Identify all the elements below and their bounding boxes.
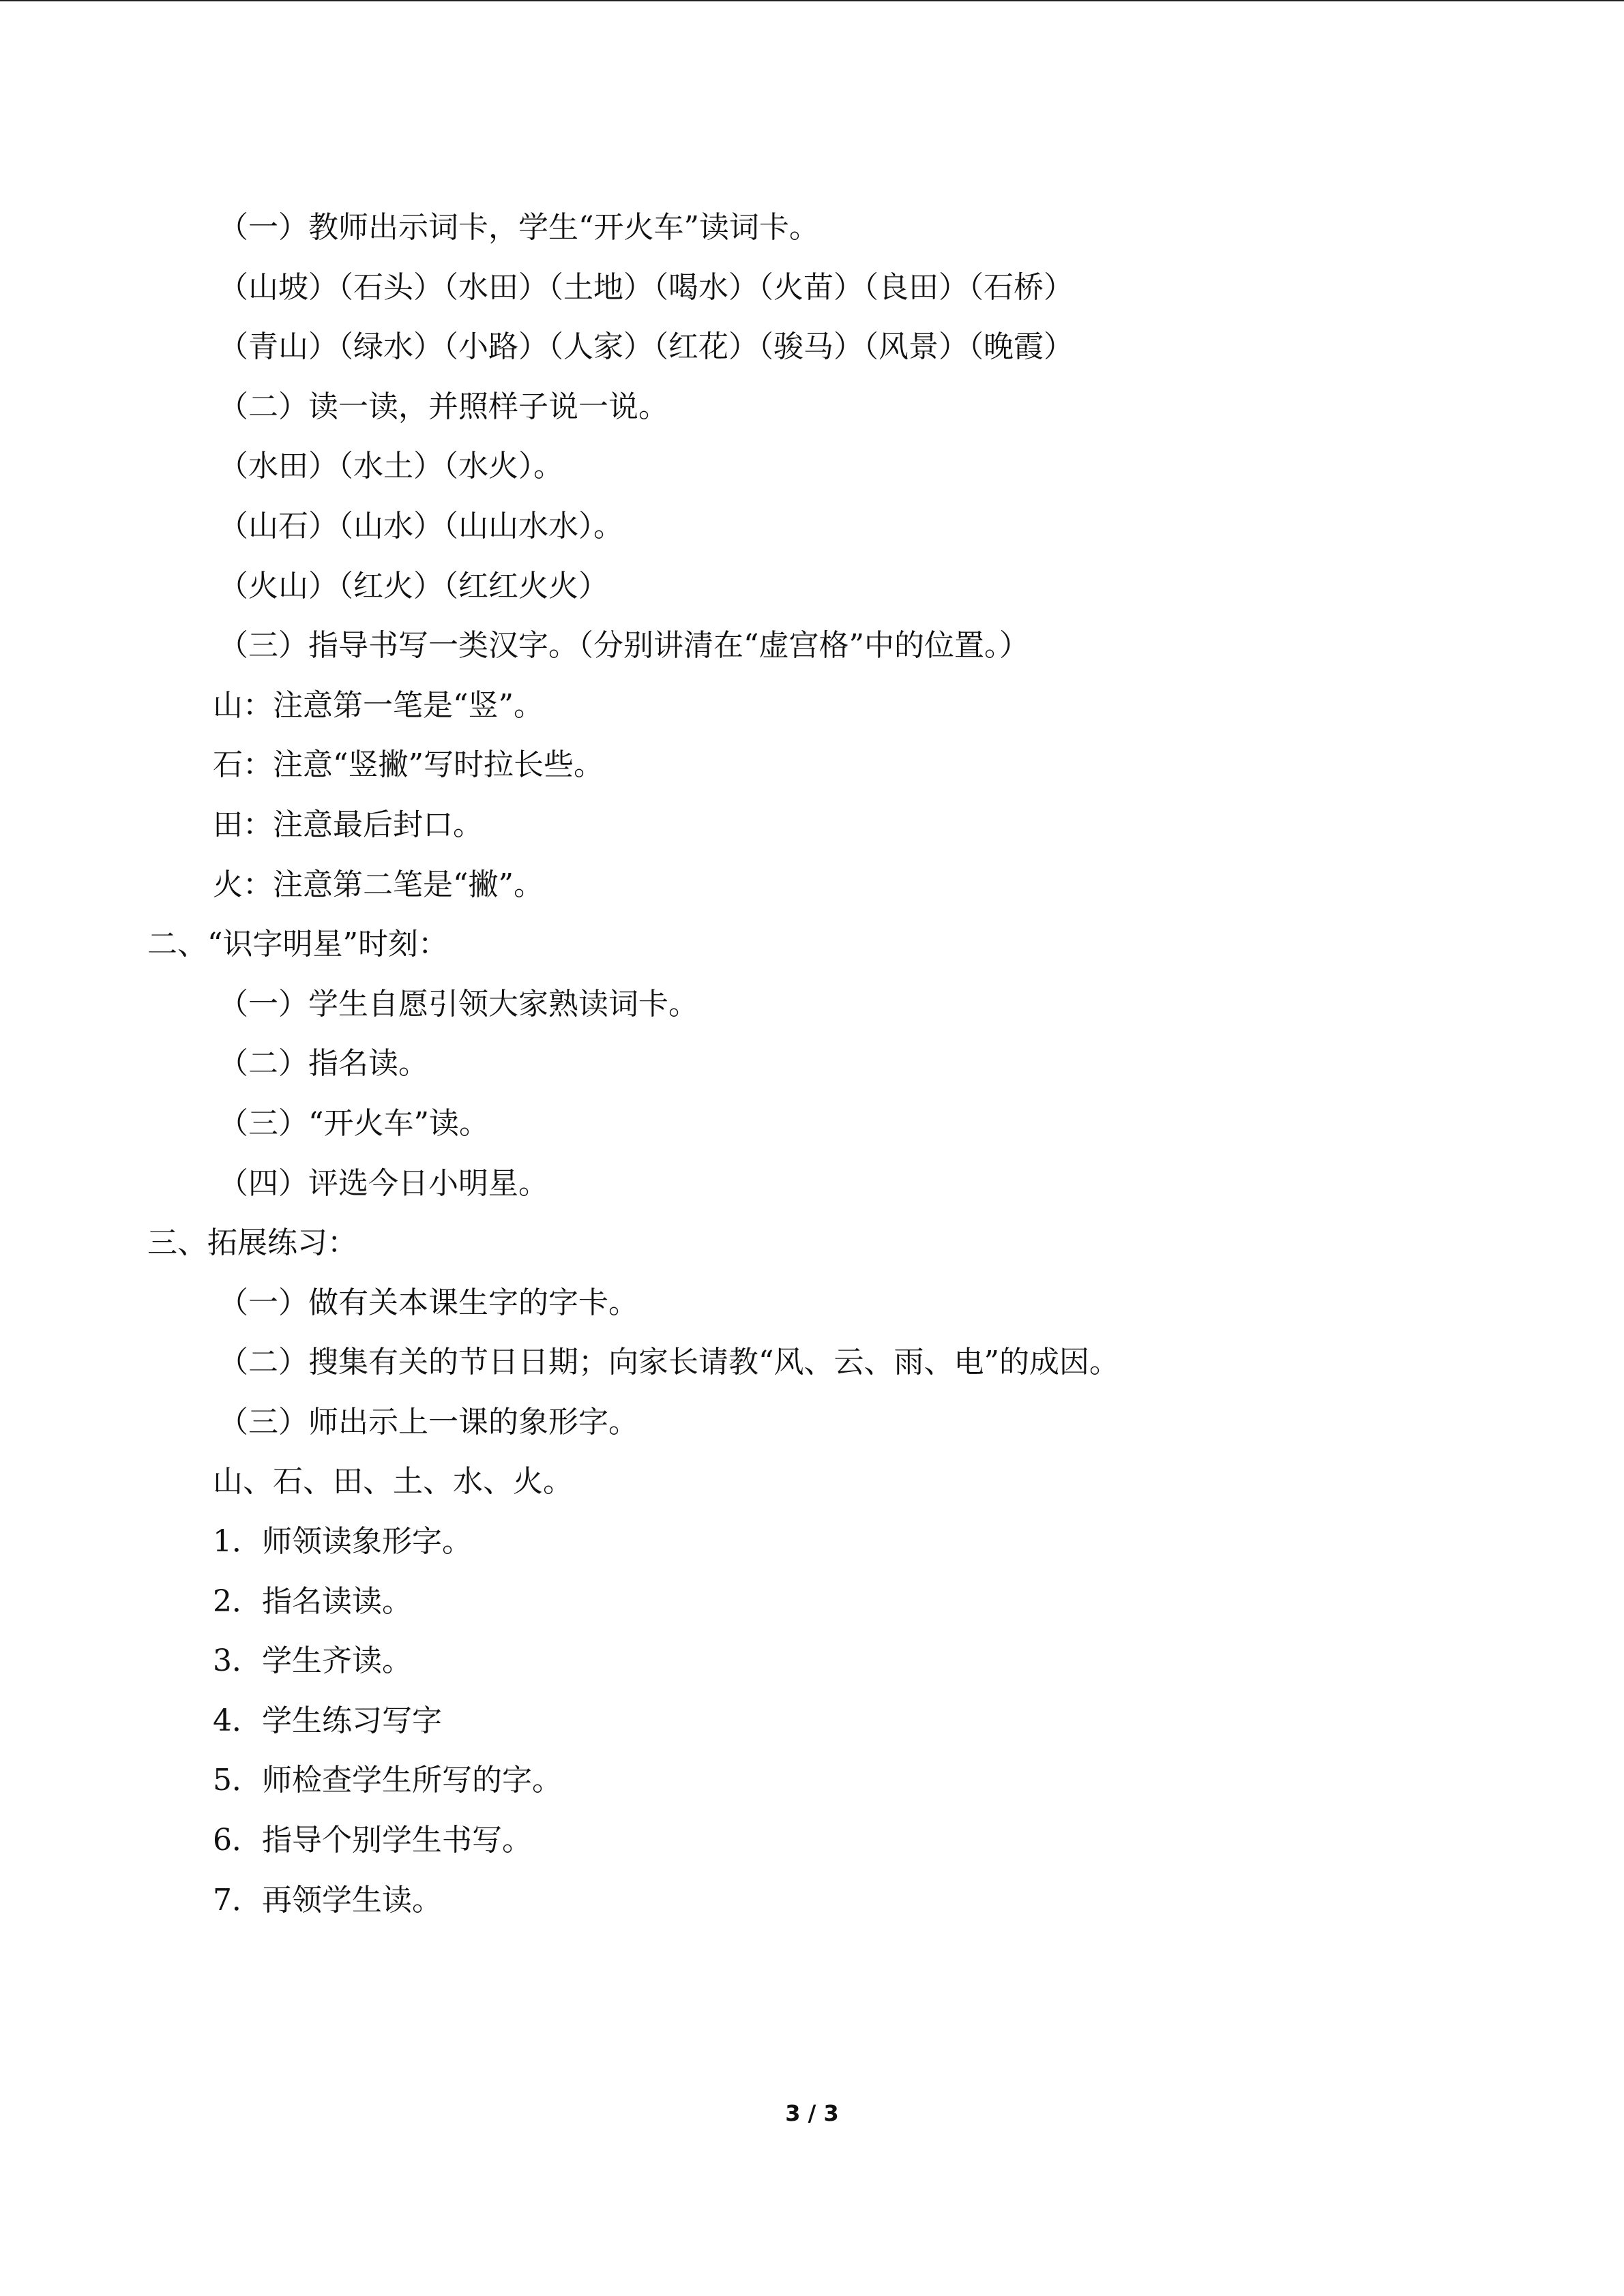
text-line: （山坡）（石头）（水田）（土地）（喝水）（火苗）（良田）（石桥） — [218, 269, 1074, 305]
text-line: （二）读一读，并照样子说一说。 — [218, 389, 668, 424]
section-heading: 三、拓展练习： — [147, 1225, 357, 1261]
text-line: （二）指名读。 — [218, 1046, 428, 1082]
numbered-item: 4．学生练习写字 — [213, 1703, 442, 1738]
page-number: 3 / 3 — [785, 2100, 839, 2126]
numbered-item: 7．再领学生读。 — [213, 1882, 442, 1918]
text-line: 山、石、田、土、水、火。 — [213, 1464, 573, 1500]
text-line: （四）评选今日小明星。 — [218, 1165, 548, 1201]
section-heading: 二、“识字明星”时刻： — [147, 927, 448, 962]
text-line: （一）学生自愿引领大家熟读词卡。 — [218, 986, 698, 1022]
text-line: 山：注意第一笔是“竖”。 — [213, 687, 544, 723]
text-line: （水田）（水土）（水火）。 — [218, 449, 563, 484]
text-line: 田：注意最后封口。 — [213, 807, 483, 842]
top-border-line — [0, 0, 1624, 1]
document-body — [0, 198, 1624, 1930]
text-line: （一）教师出示词卡，学生“开火车”读词卡。 — [218, 210, 819, 245]
text-line: （三）师出示上一课的象形字。 — [218, 1404, 638, 1440]
text-line: （青山）（绿水）（小路）（人家）（红花）（骏马）（风景）（晚霞） — [218, 329, 1074, 365]
text-line: （二）搜集有关的节日日期；向家长请教“风、云、雨、电”的成因。 — [218, 1345, 1119, 1380]
numbered-item: 3．学生齐读。 — [213, 1643, 412, 1679]
text-line: （一）做有关本课生字的字卡。 — [218, 1285, 638, 1320]
text-line: （火山）（红火）（红红火火） — [218, 568, 608, 603]
text-line: （三）指导书写一类汉字。（分别讲清在“虚宫格”中的位置。） — [218, 628, 1029, 664]
text-line: 石：注意“竖撇”写时拉长些。 — [213, 747, 604, 783]
numbered-item: 5．师检查学生所写的字。 — [213, 1763, 562, 1798]
text-line: （三）“开火车”读。 — [218, 1105, 489, 1141]
numbered-item: 1．师领读象形字。 — [213, 1524, 472, 1560]
text-line: 火：注意第二笔是“撇”。 — [213, 867, 544, 902]
numbered-item: 6．指导个别学生书写。 — [213, 1823, 532, 1858]
numbered-item: 2．指名读读。 — [213, 1583, 412, 1619]
text-line: （山石）（山水）（山山水水）。 — [218, 508, 623, 543]
